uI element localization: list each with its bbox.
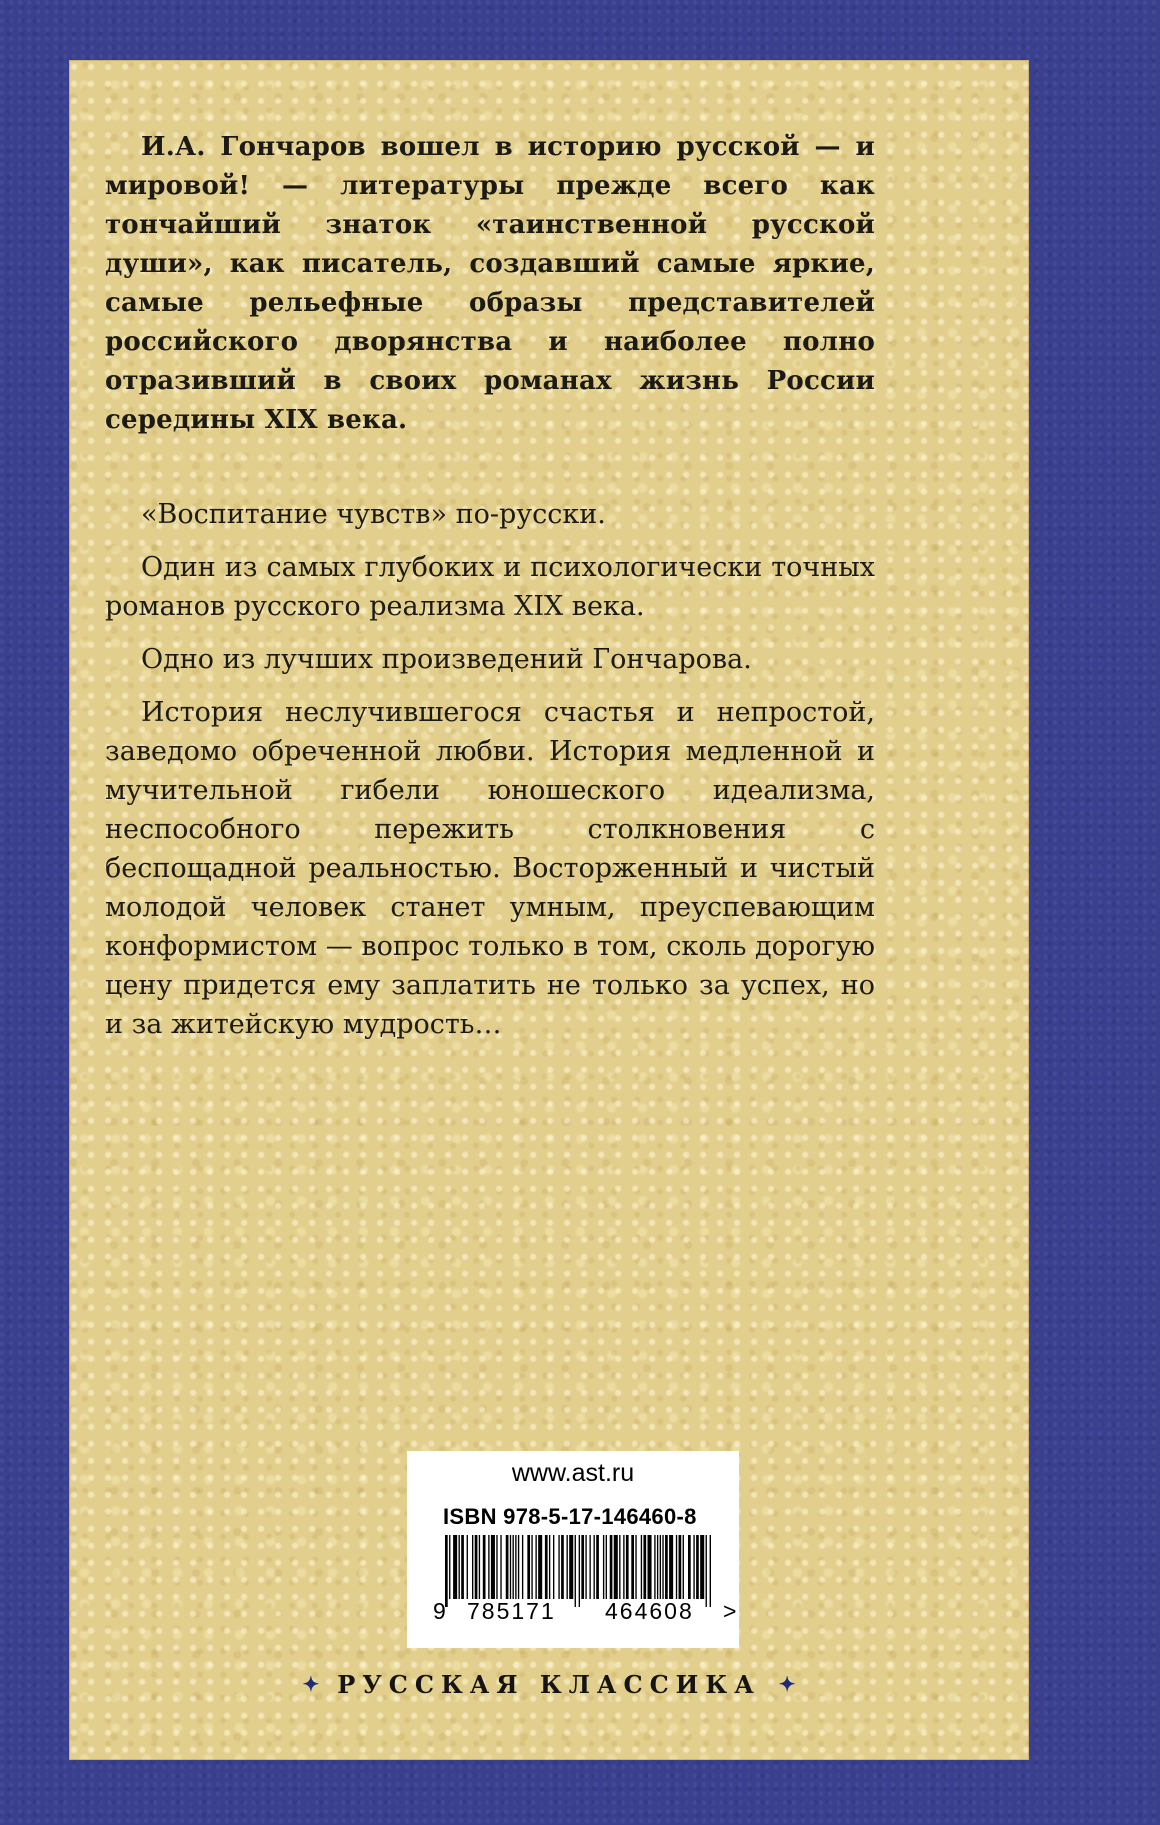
paragraph-1: «Воспитание чувств» по-русски. [141,499,606,530]
ornament-left-icon: ✦ [302,1672,320,1696]
barcode-digits-right: 464608 [605,1598,694,1624]
paragraph-3: Одно из лучших произведений Гончарова. [141,644,752,675]
series-line [69,1670,1029,1699]
barcode-block [407,1451,739,1648]
barcode-digit-first: 9 [433,1598,446,1624]
annotation-bold: И.А. Гончаров вошел в историю русской — и мировой! — литературы прежде всего как тончайший знаток «таинственной русской души», как писатель, создавший самые яркие, самые рельефные образы представителей российского дворянства и наиболее полно отразивший в своих романах жизнь России середины XIX века. [105,132,875,435]
barcode-digits [433,1598,737,1634]
publisher-url: www.ast.ru [511,1459,635,1487]
series-title: РУССКАЯ КЛАССИКА [337,1670,761,1699]
paragraph-2: Один из самых глубоких и психологически точных романов русского реализма XIX века. [105,552,875,622]
paragraph-4: История неслучившегося счастья и непростой, заведомо обреченной любви. История медленной и мучительной гибели юношеского идеализма, неспособного пережить столкновения с беспощадной реальностью. Восторженный и чистый молодой человек станет умным, преуспевающим конформистом — вопрос только в том, сколь дорогую цену придется ему заплатить не только за успех, но и за житейскую мудрость… [105,697,875,1040]
barcode-digits-left: 785171 [467,1598,556,1624]
ornament-right-icon: ✦ [778,1672,796,1696]
barcode-digit-end: > [723,1598,737,1624]
barcode-bars [445,1535,711,1607]
annotation-body [105,495,875,1058]
isbn-label: ISBN 978-5-17-146460-8 [443,1504,697,1529]
